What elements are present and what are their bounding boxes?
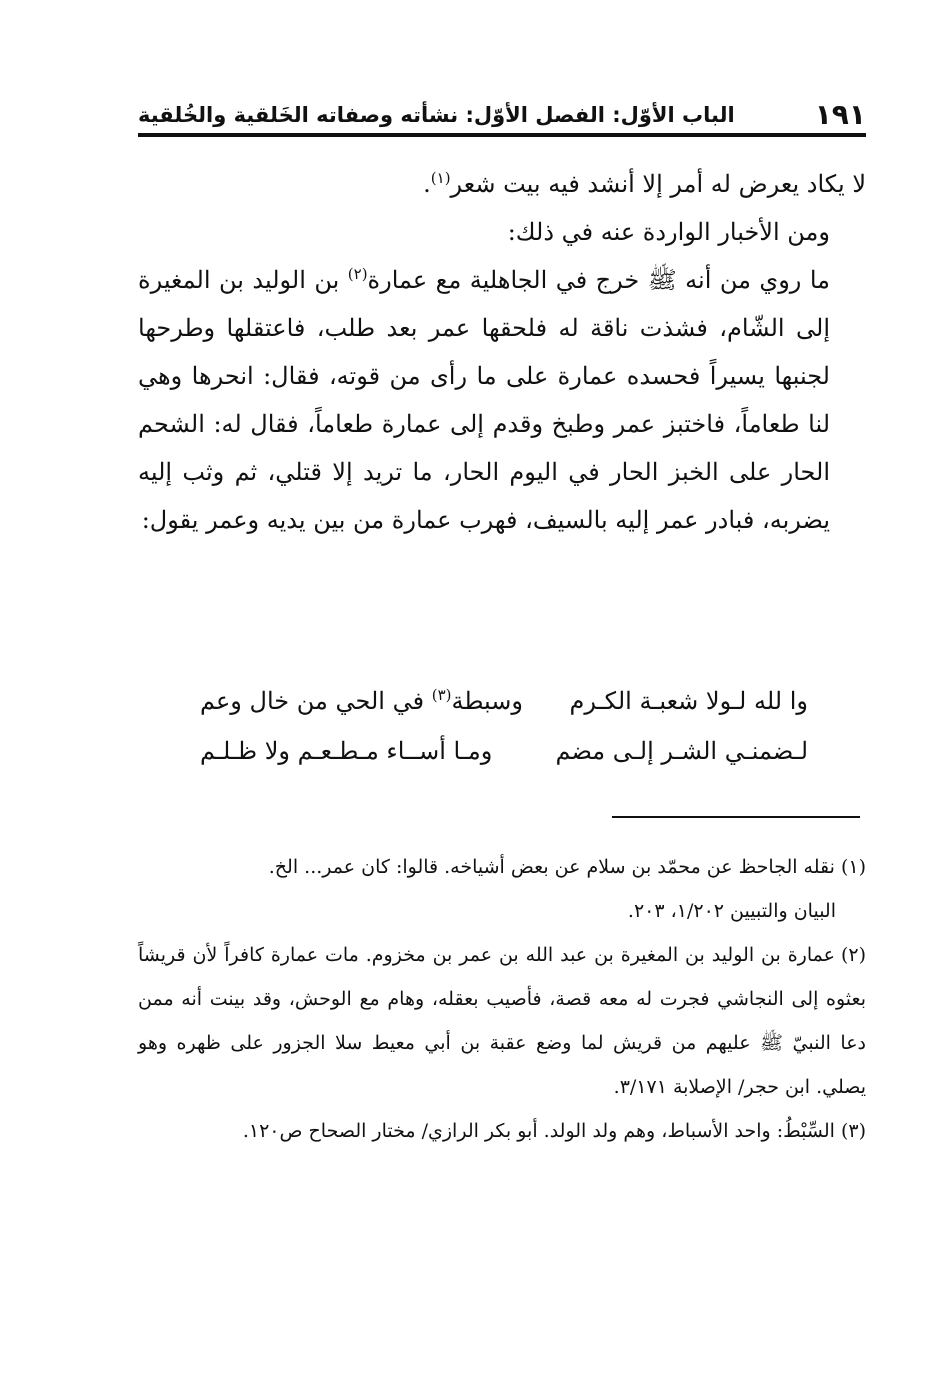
footnote-separator xyxy=(612,816,860,818)
hemistich-2b: ومـا أســاء مـطـعـم ولا ظـلـم xyxy=(200,737,493,765)
running-title: الباب الأوّل: الفصل الأوّل: نشأته وصفاته الخَلقية والخُلقية xyxy=(138,103,735,127)
footnote-ref-3: (٣) xyxy=(431,686,452,704)
footnote-number: (١) xyxy=(840,856,866,878)
main-text xyxy=(138,160,866,544)
hemistich-1a: وا لله لـولا شعبـة الكـرم xyxy=(569,687,808,715)
hemistich-1b: وسبطة$^{(٣)}$ في الحي من خال وعم xyxy=(200,686,523,715)
poem-verses xyxy=(200,676,808,776)
footnote-2: (٢)عمارة بن الوليد بن المغيرة بن عبد الله بن عمر بن مخزوم. مات عمارة كافراً لأن قريشاً بعثوه إلى النجاشي فجرت له معه قصة، فأصيب بعقله، وهام مع الوحش، وقد بينت أنه ممن دعا النبيّ ﷺ عليهم من قريش لما وضع عقبة بن أبي معيط سلا الجزور على ظهره وهو يصلي. ابن حجر/ الإصلابة ٣/١٧١. xyxy=(138,933,866,1109)
paragraph-1: لا يكاد يعرض له أمر إلا أنشد فيه بيت شعر$^{(١)}$. xyxy=(423,169,866,198)
verse-line-2 xyxy=(200,726,808,776)
footnote-1: (١)نقله الجاحظ عن محمّد بن سلام عن بعض أشياخه. قالوا: كان عمر... الخ. xyxy=(138,845,866,889)
hemistich-2a: لـضمنـي الشـر إلـى مضم xyxy=(555,737,808,765)
footnotes xyxy=(138,845,866,1153)
paragraph-3: ما روي من أنه ﷺ خرج في الجاهلية مع عمارة$^{(٢)}$ بن الوليد بن المغيرة إلى الشّام، فشذت ناقة له فلحقها عمر بعد طلب، فاعتقلها وطرحها لجنبها يسيراً فحسده عمارة على ما رأى من قوته، فقال: انحرها وهي لنا طعاماً، فاختبز عمر وطبخ وقدم إلى عمارة طعاماً، فقال له: الشحم الحار على الخبز الحار في اليوم الحار، ما تريد إلا قتلي، ثم وثب إليه يضربه، فبادر عمر إليه بالسيف، فهرب عمارة من بين يديه وعمر يقول: xyxy=(138,265,831,534)
footnote-ref-2: (٢) xyxy=(347,265,368,283)
footnote-number: (٢) xyxy=(840,944,866,966)
page-number: ١٩١ xyxy=(814,98,866,131)
footnote-1-source: البيان والتبيين ١/٢٠٢، ٢٠٣. xyxy=(627,900,836,922)
paragraph-2: ومن الأخبار الواردة عنه في ذلك: xyxy=(507,218,830,246)
page-header xyxy=(138,92,866,132)
footnote-ref-1: (١) xyxy=(430,169,451,187)
footnote-number: (٣) xyxy=(840,1120,866,1142)
verse-line-1 xyxy=(200,676,808,726)
footnote-3: (٣)السِّبْطُ: واحد الأسباط، وهم ولد الولد. أبو بكر الرازي/ مختار الصحاح ص١٢٠. xyxy=(138,1109,866,1153)
header-rule xyxy=(138,133,866,137)
